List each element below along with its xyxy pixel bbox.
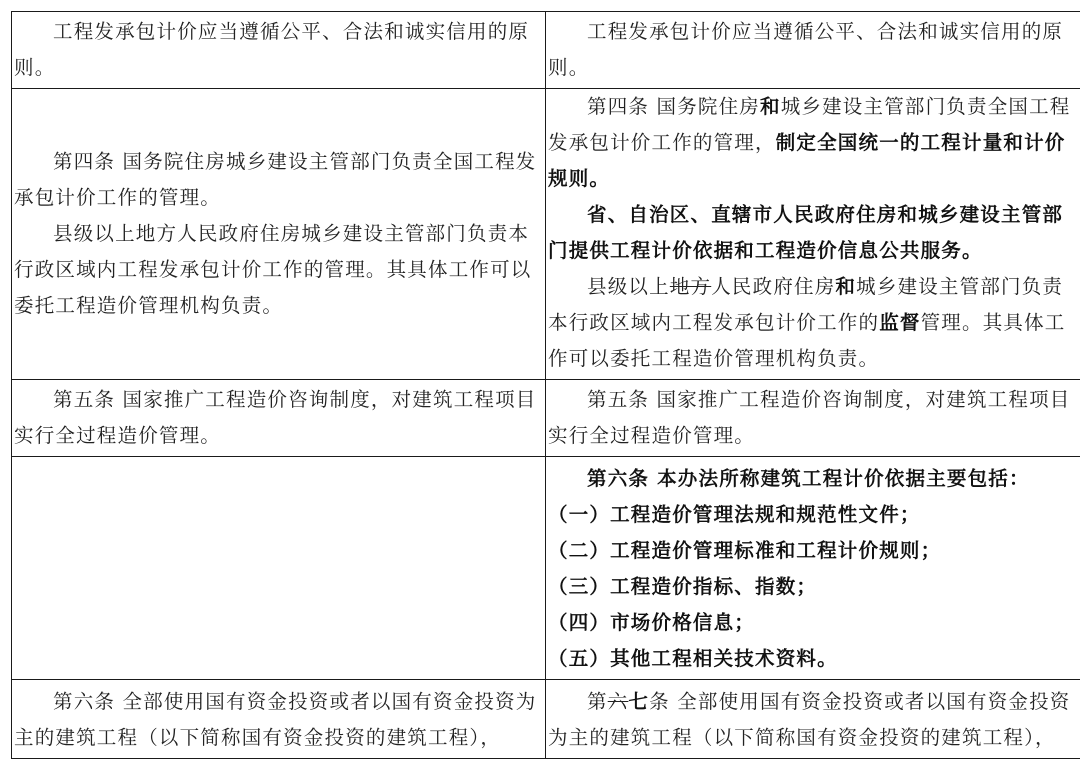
paragraph	[548, 269, 1079, 377]
added-text: 七	[628, 690, 649, 713]
table-row	[12, 89, 1080, 380]
paragraph	[14, 216, 542, 324]
added-text: 和	[835, 275, 856, 298]
cell-original-empty	[12, 457, 546, 680]
article-heading: 第六条 本办法所称建筑工程计价依据主要包括：	[548, 461, 1079, 497]
text-segment: 工程发承包计价应当遵循公平、合法和诚实信用的原则。	[14, 20, 529, 79]
text-segment: 人民政府住房	[711, 275, 835, 298]
text-segment: 第五条 国家推广工程造价咨询制度，对建筑工程项目实行全过程造价管理。	[548, 388, 1071, 447]
cell-original	[12, 12, 546, 89]
paragraph	[548, 197, 1079, 269]
list-item: （五）其他工程相关技术资料。	[548, 641, 1079, 677]
text-segment: 第	[587, 690, 608, 713]
paragraph	[548, 382, 1079, 454]
paragraph	[14, 14, 542, 86]
paragraph	[548, 684, 1079, 756]
paragraph	[548, 89, 1079, 197]
text-segment: 第四条 国务院住房	[587, 95, 760, 118]
text-segment: 县级以上	[587, 275, 670, 298]
cell-original	[12, 680, 546, 759]
list-item: （四）市场价格信息；	[548, 605, 1079, 641]
cell-original	[12, 380, 546, 457]
cell-revised	[546, 89, 1080, 380]
table-row	[12, 680, 1080, 759]
text-segment: 条 全部使用国有资金投资或者以国有资金投资为主的建筑工程（以下简称国有资金投资的建筑工程），	[548, 690, 1071, 749]
table-body	[12, 12, 1080, 759]
paragraph	[14, 684, 542, 756]
added-text: 监督	[879, 311, 920, 334]
cell-revised	[546, 680, 1080, 759]
text-segment: 县级以上地方人民政府住房城乡建设主管部门负责本行政区域内工程发承包计价工作的管理。其具体工作可以委托工程造价管理机构负责。	[14, 222, 532, 317]
list-item: （三）工程造价指标、指数；	[548, 569, 1079, 605]
added-text: 制定全国统一的工程计量和计价规则。	[548, 131, 1066, 190]
cell-revised	[546, 380, 1080, 457]
cell-revised	[546, 12, 1080, 89]
text-segment: 城乡建设主管部门负责全国工程发承包计价工作的管理，	[548, 95, 1071, 154]
cell-original	[12, 89, 546, 380]
paragraph	[14, 144, 542, 216]
added-text: 省、自治区、直辖市人民政府住房和城乡建设主管部门提供工程计价依据和工程造价信息公共服务。	[548, 203, 1063, 262]
text-segment: 第四条 国务院住房城乡建设主管部门负责全国工程发承包计价工作的管理。	[14, 150, 537, 209]
text-segment: 第六条 全部使用国有资金投资或者以国有资金投资为主的建筑工程（以下简称国有资金投资的建筑工程），	[14, 690, 537, 749]
text-segment: 工程发承包计价应当遵循公平、合法和诚实信用的原则。	[548, 20, 1063, 79]
cell-revised	[546, 457, 1080, 680]
list-item: （一）工程造价管理法规和规范性文件；	[548, 497, 1079, 533]
table-row	[12, 457, 1080, 680]
deleted-text: 六	[608, 690, 629, 713]
table-row	[12, 12, 1080, 89]
list-item: （二）工程造价管理标准和工程计价规则；	[548, 533, 1079, 569]
table-row	[12, 380, 1080, 457]
comparison-table	[11, 11, 1080, 759]
deleted-text: 地方	[670, 275, 711, 298]
paragraph	[548, 14, 1079, 86]
text-segment: 管理。其具体工作可以委托工程造价管理机构负责。	[548, 311, 1066, 370]
text-segment: 第五条 国家推广工程造价咨询制度，对建筑工程项目实行全过程造价管理。	[14, 388, 537, 447]
added-text: 和	[760, 95, 781, 118]
text-segment: 城乡建设主管部门负责本行政区域内工程发承包计价工作的	[548, 275, 1063, 334]
paragraph	[14, 382, 542, 454]
